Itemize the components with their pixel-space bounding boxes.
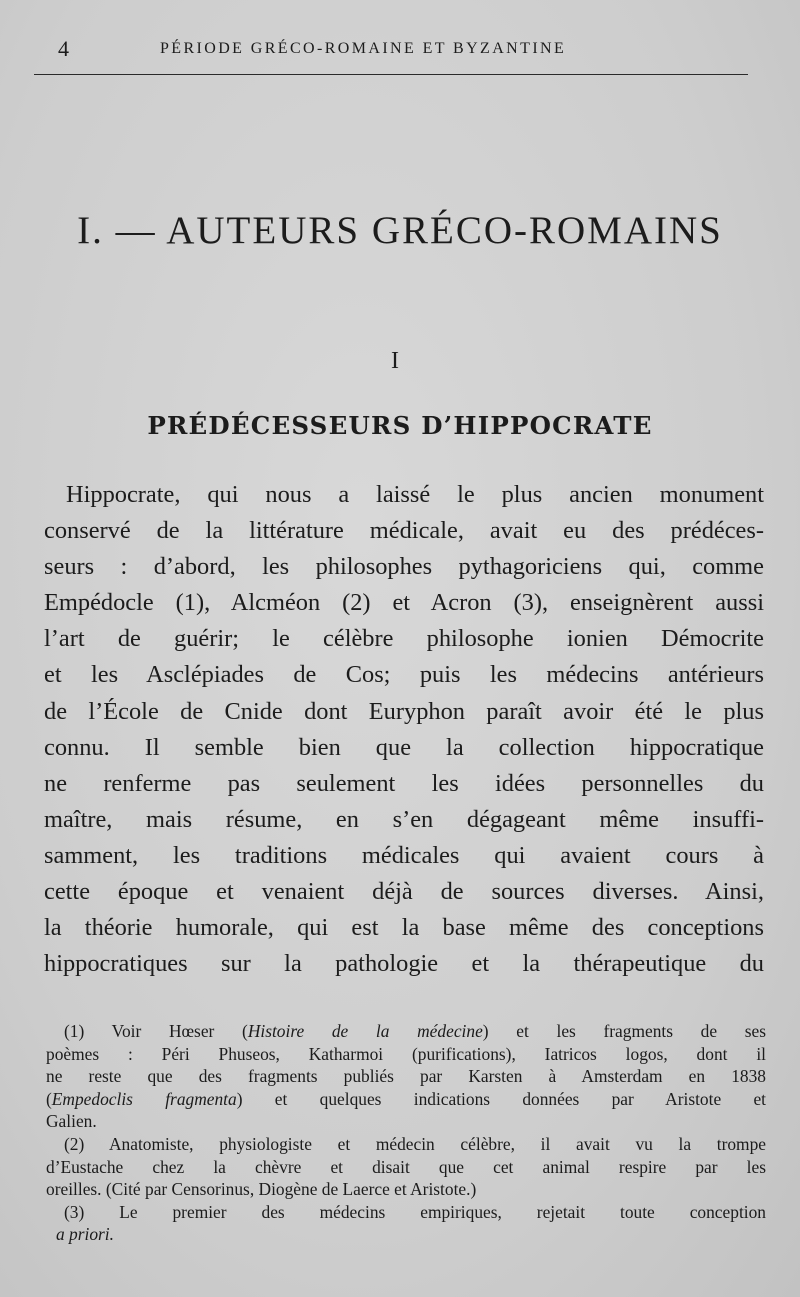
- footnote-1-line: ne reste que des fragments publiés par Karsten à Amsterdam en 1838: [46, 1066, 766, 1087]
- body-line: connu. Il semble bien que la collection hippocratique: [44, 733, 764, 761]
- body-line: conservé de la littérature médicale, avait eu des prédéces-: [44, 517, 764, 545]
- body-line: la théorie humorale, qui est la base même des conceptions: [44, 914, 764, 942]
- footnote-1-line: [46, 1088, 766, 1111]
- body-line: de l’École de Cnide dont Euryphon paraît avoir été le plus: [44, 697, 764, 725]
- body-line: cette époque et venaient déjà de sources diverses. Ainsi,: [44, 878, 764, 906]
- footnote-text: ) et les fragments de ses: [482, 1021, 767, 1041]
- body-line: hippocratiques sur la pathologie et la thérapeutique du: [44, 950, 764, 978]
- body-line: l’art de guérir; le célèbre philosophe ionien Démocrite: [44, 625, 764, 653]
- footnote-2-line: d’Eustache chez la chèvre et disait que cet animal respire par les: [46, 1156, 766, 1177]
- footnote-1-line: Galien.: [46, 1111, 97, 1132]
- footnote-text: (1) Voir Hœser (: [64, 1021, 248, 1041]
- running-head: [0, 36, 800, 62]
- section-number: I: [391, 348, 399, 374]
- footnote-2-line: oreilles. (Cité par Censorinus, Diogène de Laerce et Aristote.): [46, 1179, 477, 1200]
- body-line: seurs : d’abord, les philosophes pythagoriciens qui, comme: [44, 553, 764, 581]
- header-rule: [34, 74, 748, 75]
- footnote-italic: a priori.: [56, 1224, 114, 1245]
- footnote-italic: Histoire de la médecine: [247, 1021, 483, 1041]
- body-paragraph: [44, 477, 764, 982]
- footnotes: [46, 1020, 766, 1246]
- body-line: samment, les traditions médicales qui avaient cours à: [44, 841, 764, 869]
- footnote-2-line: (2) Anatomiste, physiologiste et médecin célèbre, il avait vu la trompe: [64, 1133, 766, 1154]
- footnote-text: ) et quelques indications données par Aristote et: [236, 1088, 766, 1109]
- footnote-1-line: poèmes : Péri Phuseos, Katharmoi (purifications), Iatricos logos, dont il: [46, 1043, 766, 1064]
- footnote-italic: Empedoclis fragmenta: [51, 1088, 237, 1109]
- page-number: 4: [58, 36, 69, 61]
- footnote-text: (: [46, 1088, 52, 1109]
- running-title: PÉRIODE GRÉCO-ROMAINE ET BYZANTINE: [160, 40, 567, 57]
- body-line: maître, mais résume, en s’en dégageant même insuffi-: [44, 805, 764, 833]
- section-title: PRÉDÉCESSEURS D’HIPPOCRATE: [147, 411, 653, 440]
- body-line: Empédocle (1), Alcméon (2) et Acron (3), enseignèrent aussi: [44, 589, 764, 617]
- footnote-3-line: [46, 1223, 766, 1246]
- part-title: I. — AUTEURS GRÉCO-ROMAINS: [77, 209, 723, 252]
- footnote-3-line: (3) Le premier des médecins empiriques, rejetait toute conception: [64, 1201, 766, 1222]
- footnote-1-line: [46, 1020, 766, 1043]
- body-line: ne renferme pas seulement les idées personnelles du: [44, 769, 764, 797]
- body-line: Hippocrate, qui nous a laissé le plus ancien monument: [66, 481, 764, 508]
- body-line: et les Asclépiades de Cos; puis les médecins antérieurs: [44, 661, 764, 689]
